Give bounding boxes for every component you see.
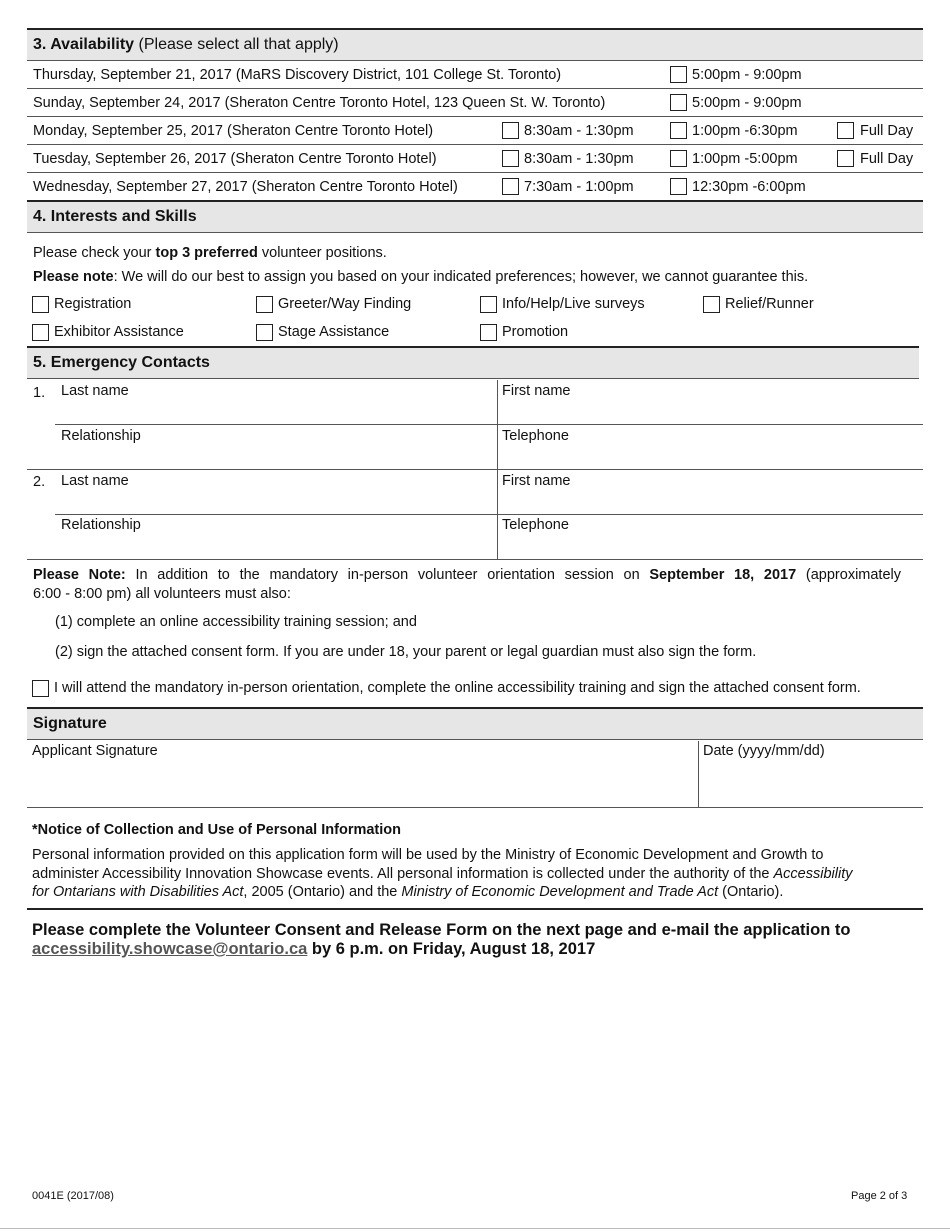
notice-line-3-c: Ministry of Economic Development and Trade Act xyxy=(401,884,719,900)
position-promotion-checkbox[interactable] xyxy=(480,324,497,341)
contact-2-last-name-field[interactable]: Last name xyxy=(61,473,129,489)
position-stage-label: Stage Assistance xyxy=(278,324,390,340)
position-info-help-checkbox[interactable] xyxy=(480,296,497,313)
contact-2-relationship-field[interactable]: Relationship xyxy=(61,517,141,533)
closing-line-2 xyxy=(32,940,595,959)
availability-title: 3. Availability xyxy=(33,36,135,53)
applicant-signature-field[interactable]: Applicant Signature xyxy=(32,743,158,759)
interests-note xyxy=(33,269,808,285)
agree-orientation-checkbox[interactable] xyxy=(32,680,49,697)
orientation-text-b: (approximately xyxy=(796,567,901,583)
availability-row-4-slot-3-checkbox[interactable] xyxy=(837,150,854,167)
emergency-title: 5. Emergency Contacts xyxy=(33,354,210,371)
orientation-note-line-1 xyxy=(33,567,901,583)
availability-row-3 xyxy=(27,117,923,145)
orientation-label: Please Note: xyxy=(33,567,126,583)
contact-email-link[interactable]: accessibility.showcase@ontario.ca xyxy=(32,940,308,958)
position-relief-runner-checkbox[interactable] xyxy=(703,296,720,313)
availability-row-3-slot-2-checkbox[interactable] xyxy=(670,122,687,139)
closing-deadline: by 6 p.m. on Friday, August 18, 2017 xyxy=(307,940,596,958)
availability-row-4-slot-2-label: 1:00pm -5:00pm xyxy=(692,151,798,167)
interests-intro xyxy=(33,245,387,261)
availability-row-2 xyxy=(27,89,923,117)
emergency-line-3 xyxy=(55,514,923,515)
availability-row-3-event: Monday, September 25, 2017 (Sheraton Centre Toronto Hotel) xyxy=(33,123,434,139)
contact-1-telephone-field[interactable]: Telephone xyxy=(502,428,569,444)
signature-section-header xyxy=(27,707,923,740)
orientation-date: September 18, 2017 xyxy=(649,567,797,583)
contact-1-last-name-field[interactable]: Last name xyxy=(61,383,129,399)
availability-row-4-slot-3-label: Full Day xyxy=(860,151,914,167)
notice-line-3-a: for Ontarians with Disabilities Act xyxy=(32,884,244,900)
notice-line-2-b: Accessibility xyxy=(773,866,853,882)
availability-row-4-slot-1-checkbox[interactable] xyxy=(502,150,519,167)
availability-row-4 xyxy=(27,145,923,173)
notice-line-2 xyxy=(32,866,852,882)
availability-row-3-slot-2-label: 1:00pm -6:30pm xyxy=(692,123,798,139)
availability-row-4-slot-1-label: 8:30am - 1:30pm xyxy=(524,151,634,167)
interests-intro-b: top 3 preferred xyxy=(155,245,258,261)
availability-section-header xyxy=(27,28,923,61)
availability-row-5 xyxy=(27,173,923,201)
form-id: 0041E (2017/08) xyxy=(32,1190,114,1202)
signature-column-divider xyxy=(698,741,699,808)
notice-line-3-b: , 2005 (Ontario) and the xyxy=(243,884,402,900)
interests-section-header xyxy=(27,200,923,233)
availability-row-2-slot-1-checkbox[interactable] xyxy=(670,94,687,111)
notice-line-1: Personal information provided on this application form will be used by the Ministry of Economic Development and Growth to xyxy=(32,847,824,863)
page-number: Page 2 of 3 xyxy=(851,1190,908,1202)
signature-date-field[interactable]: Date (yyyy/mm/dd) xyxy=(703,743,825,759)
position-stage-checkbox[interactable] xyxy=(256,324,273,341)
availability-row-4-event: Tuesday, September 26, 2017 (Sheraton Centre Toronto Hotel) xyxy=(33,151,437,167)
closing-divider xyxy=(27,908,923,910)
interests-intro-a: Please check your xyxy=(33,245,156,261)
orientation-note-line-2: 6:00 - 8:00 pm) all volunteers must also: xyxy=(33,586,291,602)
signature-bottom-line xyxy=(27,807,923,808)
availability-row-1 xyxy=(27,61,923,89)
availability-row-5-slot-1-label: 7:30am - 1:00pm xyxy=(524,179,634,195)
position-registration-label: Registration xyxy=(54,296,132,312)
agree-orientation-label: I will attend the mandatory in-person orientation, complete the online accessibility training and sign the attached consent form. xyxy=(54,680,861,696)
availability-subtitle: (Please select all that apply) xyxy=(134,36,339,53)
emergency-section-header xyxy=(27,346,919,379)
notice-line-3 xyxy=(32,884,783,900)
availability-row-2-slot-1-label: 5:00pm - 9:00pm xyxy=(692,95,802,111)
emergency-line-2 xyxy=(27,469,923,470)
notice-title: *Notice of Collection and Use of Personal Information xyxy=(32,822,401,838)
emergency-line-1 xyxy=(55,424,923,425)
interests-intro-c: volunteer positions. xyxy=(257,245,387,261)
contact-2-first-name-field[interactable]: First name xyxy=(502,473,571,489)
contact-1-number: 1. xyxy=(33,385,46,401)
availability-row-5-slot-1-checkbox[interactable] xyxy=(502,178,519,195)
availability-row-4-slot-2-checkbox[interactable] xyxy=(670,150,687,167)
emergency-line-4 xyxy=(27,559,923,560)
availability-row-2-event: Sunday, September 24, 2017 (Sheraton Centre Toronto Hotel, 123 Queen St. W. Toronto) xyxy=(33,95,606,111)
position-greeter-checkbox[interactable] xyxy=(256,296,273,313)
position-promotion-label: Promotion xyxy=(502,324,569,340)
page-bottom-edge xyxy=(0,1228,950,1229)
interests-title: 4. Interests and Skills xyxy=(33,208,197,225)
contact-2-telephone-field[interactable]: Telephone xyxy=(502,517,569,533)
availability-row-1-event: Thursday, September 21, 2017 (MaRS Discovery District, 101 College St. Toronto) xyxy=(33,67,562,83)
orientation-text-a: In addition to the mandatory in-person volunteer orientation session on xyxy=(125,567,650,583)
availability-row-3-slot-3-checkbox[interactable] xyxy=(837,122,854,139)
contact-1-relationship-field[interactable]: Relationship xyxy=(61,428,141,444)
position-registration-checkbox[interactable] xyxy=(32,296,49,313)
position-relief-runner-label: Relief/Runner xyxy=(725,296,814,312)
availability-row-3-slot-1-label: 8:30am - 1:30pm xyxy=(524,123,634,139)
availability-row-1-slot-1-checkbox[interactable] xyxy=(670,66,687,83)
orientation-item-2: (2) sign the attached consent form. If you are under 18, your parent or legal guardian must also sign the form. xyxy=(55,644,757,660)
position-info-help-label: Info/Help/Live surveys xyxy=(502,296,645,312)
closing-line-1: Please complete the Volunteer Consent and Release Form on the next page and e-mail the application to xyxy=(32,921,851,939)
notice-line-2-a: administer Accessibility Innovation Showcase events. All personal information is collected under the authority of the xyxy=(32,866,774,882)
availability-row-5-slot-2-label: 12:30pm -6:00pm xyxy=(692,179,806,195)
availability-row-5-slot-2-checkbox[interactable] xyxy=(670,178,687,195)
interests-note-text: : We will do our best to assign you based on your indicated preferences; however, we cannot guarantee this. xyxy=(113,269,809,285)
notice-line-3-d: (Ontario). xyxy=(718,884,784,900)
availability-row-3-slot-3-label: Full Day xyxy=(860,123,914,139)
availability-row-5-event: Wednesday, September 27, 2017 (Sheraton Centre Toronto Hotel) xyxy=(33,179,458,195)
position-greeter-label: Greeter/Way Finding xyxy=(278,296,412,312)
interests-note-label: Please note xyxy=(33,269,114,285)
orientation-item-1: (1) complete an online accessibility training session; and xyxy=(55,614,417,630)
position-exhibitor-label: Exhibitor Assistance xyxy=(54,324,184,340)
contact-2-number: 2. xyxy=(33,474,46,490)
position-exhibitor-checkbox[interactable] xyxy=(32,324,49,341)
signature-title: Signature xyxy=(33,715,107,732)
availability-row-3-slot-1-checkbox[interactable] xyxy=(502,122,519,139)
contact-1-first-name-field[interactable]: First name xyxy=(502,383,571,399)
availability-row-1-slot-1-label: 5:00pm - 9:00pm xyxy=(692,67,802,83)
